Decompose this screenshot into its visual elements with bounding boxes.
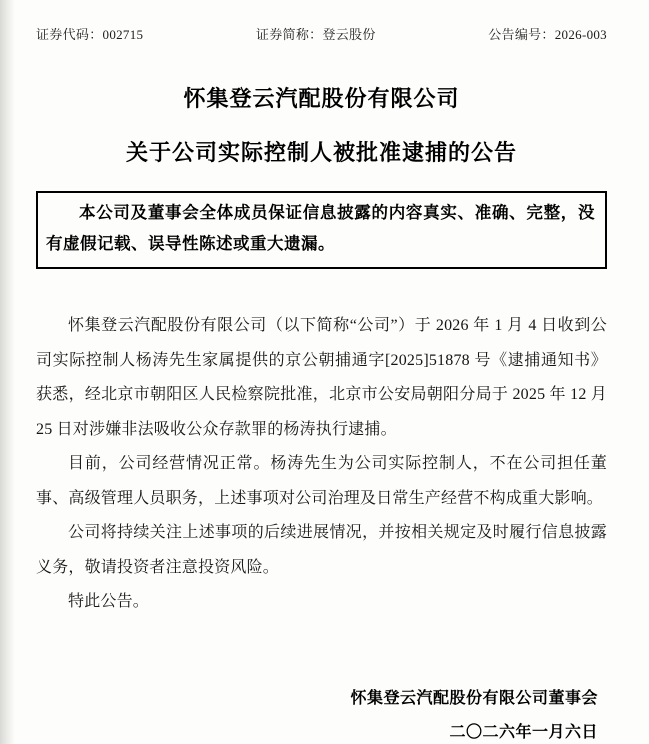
stock-name-field — [256, 24, 376, 43]
stock-code-field — [36, 24, 143, 43]
signature-block — [36, 682, 607, 744]
stock-name-label: 证券简称： — [255, 27, 323, 42]
declaration-box — [36, 191, 607, 269]
signature-date: 二〇二六年一月六日 — [449, 724, 598, 741]
closing-statement: 特此公告。 — [68, 593, 150, 610]
stock-name-value: 登云股份 — [322, 27, 376, 42]
company-name-title: 怀集登云汽配股份有限公司 — [183, 86, 460, 111]
announcement-number-label: 公告编号： — [488, 27, 555, 42]
document-header — [36, 24, 607, 43]
announcement-number-value: 2026-003 — [554, 27, 607, 42]
body-paragraph: 公司将持续关注上述事项的后续进展情况，并按相关规定及时履行信息披露义务，敬请投资者注意投资风险。 — [36, 524, 607, 576]
signature-company: 怀集登云汽配股份有限公司董事会 — [350, 689, 598, 707]
body-paragraph: 目前，公司经营情况正常。杨涛先生为公司实际控制人，不在公司担任董事、高级管理人员职务，上述事项对公司治理及日常生产经营不构成重大影响。 — [36, 455, 607, 507]
body-paragraph: 怀集登云汽配股份有限公司（以下简称“公司”）于 2026 年 1 月 4 日收到公司实际控制人杨涛先生家属提供的京公朝捕通字[2025]51878 号《逮捕通知书》获悉，经北京市朝阳区人民检察院批准，北京市公安局朝阳分局于 2025 年 12 月 25 日对涉嫌非法吸收公众存款罪的杨涛执行逮捕。 — [36, 317, 607, 438]
announcement-title: 关于公司实际控制人被批准逮捕的公告 — [125, 140, 517, 165]
stock-code-label: 证券代码： — [36, 27, 103, 42]
declaration-text: 本公司及董事会全体成员保证信息披露的内容真实、准确、完整，没有虚假记载、误导性陈述或重大遗漏。 — [46, 204, 595, 253]
announcement-body — [36, 309, 607, 620]
announcement-number-field — [488, 24, 607, 43]
stock-code-value: 002715 — [102, 27, 144, 42]
